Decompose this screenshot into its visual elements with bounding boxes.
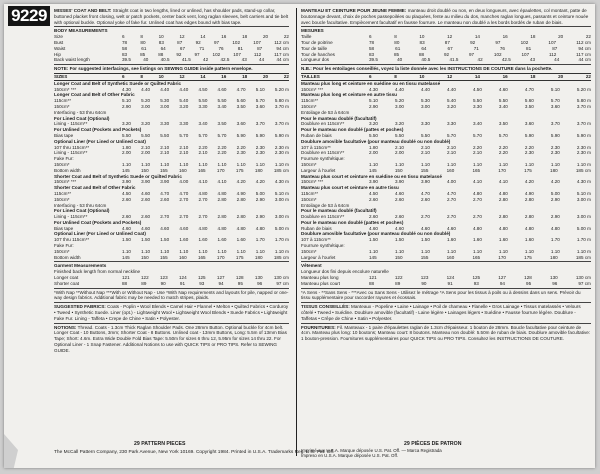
- garment-measurements-sub: Finished back length from normal neckline: [54, 269, 141, 275]
- pattern-envelope-back: [4, 4, 595, 468]
- mesure-row: Taille 6 8 10 12 14 16 18 20 22: [301, 34, 591, 40]
- yardage-row: Fake Fur:: [54, 156, 74, 162]
- yardage-row: 150cm* 1.10 1.10 1.10 1.10 1.10 1.10 1.10 1.10 1.10 m: [54, 161, 289, 167]
- copyright-footer: The McCall Pattern Company, 230 Park Avenue, New York 10169. Copyright 1984. Printed in U.S.A. Trademarks Reg. U.S. Pat. Off.: [54, 450, 335, 455]
- yardage-section-title: Pour le manteau doublé (facultatif): [301, 115, 377, 121]
- garment-row: Shorter coat 88 89 90 91 93 94 95 96 97 cm: [54, 280, 289, 286]
- notions: NOTIONS: Thread. Coats - 1.3cm Thick Raglan Shoulder Pads. One 28mm Button. Optional buckle for 4cm belt. Longer Coat - 10 Buttons, 3mm; Shorter Coat - 8 Buttons. Unlined coat - 13mm Buttons, Long: 5.5m of 13mm Bias Tape; Short: 4.6m. Extra Wide Double Fold Bias Tape: 5.50m for sizes 6 thru 12, 5.95m for sizes 14 thru 22. For Optional Liner - 1 Snap Fastener. Additional Notions to use with QUICK TIPS or PRO TIPS. Refer to SEWING GUIDE.: [54, 324, 287, 353]
- tailles-header-row: TAILLES 6 8 10 12 14 16 18 20 22: [301, 73, 591, 79]
- mesure-row: Longueur dos 39.5 40 40.5 41.5 42 42.5 43 44 44 cm: [301, 57, 591, 63]
- yardage-section-title: Doublure amovible facultative (pour manteau doublé ou non doublé): [301, 138, 451, 144]
- yardage-row: Bottom width 145 150 155 160 165 170 175 180 185 cm: [54, 167, 289, 173]
- yardage-row: 150cm* 2.60 2.60 2.60 2.70 2.70 2.80 2.80 2.90 3.00 m: [54, 196, 289, 202]
- english-title: MISSES' COAT AND BELT:: [54, 8, 112, 13]
- metrage-row: Ruban de biais 4.60 4.60 4.60 4.60 4.80 4.80 4.80 4.80 5.00 m: [301, 225, 591, 231]
- yardage-section-title: Optional Liner (For Lined or Unlined Coat): [54, 231, 146, 237]
- garment-row: Longer coat 121 122 123 124 125 127 128 130 130 cm: [54, 275, 289, 281]
- yardage-row: 150cm* *** 3.90 3.90 3.90 4.00 4.10 4.10 4.20 4.20 4.30 m: [54, 179, 289, 185]
- yardage-row: Lining - 115cm** 2.00 2.00 2.10 2.10 2.10 2.20 2.30 2.30 2.30 m: [54, 150, 289, 156]
- yardage-row: 150cm* *** 4.30 4.40 4.40 4.40 4.50 4.60 4.70 5.10 5.20 m: [54, 86, 289, 92]
- metrage-row: Fourrure synthétique:: [301, 243, 345, 249]
- mesure-row: Tour de poitrine 78 80 83 87 92 97 102 107 112 cm: [301, 39, 591, 45]
- yardage-section-title: For Unlined Coat (Pockets and Pockets): [54, 219, 142, 225]
- sizes-header-row: SIZES 6 8 10 12 14 16 18 20 22: [54, 73, 289, 79]
- french-description: MANTEAU ET CEINTURE POUR JEUNE FEMME: manteau droit doublé ou non, en deux longueurs, avec épaulettes, col montant, patte de boutonnage devant, choix de poches passepoilées ou plaquées, fente au milieu du dos, manches raglan longues, passants et ceinture nouée avec boucle facultative. Empiècement facultatif en fausse fourrure. Le manteau non doublé a les bords bordés de ruban de biais.: [301, 8, 589, 25]
- english-description: MISSES' COAT AND BELT: Straight coat in two lengths, lined or unlined, has shoulder pads, stand-up collar, buttoned placket front closing, welt or patch pockets, center back vent, long raglan sleeves, belt carriers and tie belt with optional buckle. Optional yoke of fake fur. Unlined coat has edges bound with bias tape.: [54, 8, 289, 25]
- vetement-table: [301, 275, 591, 287]
- yardage-section-title: Pour le manteau non doublé (pattes et poches): [301, 219, 404, 225]
- yardage-table: [54, 81, 289, 261]
- metrage-row: 150cm* *** 4.30 4.40 4.40 4.40 4.50 4.60 4.70 5.10 5.20 m: [301, 86, 591, 92]
- measurement-row: Hip 83 85 88 92 97 102 107 112 117 cm: [54, 51, 289, 57]
- mesure-row: Tour de hanches 83 85 88 92 97 102 107 112 117 cm: [301, 51, 591, 57]
- pattern-number: 9229: [8, 6, 50, 26]
- metrage-row: Doublure en 115cm** 3.20 3.20 3.30 3.30 3.40 3.50 3.60 3.70 3.70 m: [301, 121, 591, 127]
- sens-note: *A Sens - **Sans Sens - ***Avec ou Sans Sens - Utilisez le métrage *A Sens pour les tissus à poils ou à dessins dans un sens. Prévoir du tissu supplémentaire pour raccorder rayures et écossais.: [301, 289, 581, 301]
- metrage-row: 115cm** 5.10 5.20 5.30 5.40 5.50 5.50 5.60 5.70 5.80 m: [301, 98, 591, 104]
- yardage-section-title: For Lined Coat (Optional): [54, 208, 110, 214]
- english-column: [54, 8, 289, 354]
- yardage-row: Lining - 115cm** 2.60 2.60 2.70 2.70 2.70 2.80 2.80 2.90 3.00 m: [54, 214, 289, 220]
- yardage-section-title: Pour le manteau doublé (facultatif): [301, 208, 377, 214]
- yardage-row: 150cm* 1.10 1.10 1.10 1.10 1.10 1.10 1.10 1.10 1.10 m: [54, 248, 289, 254]
- pieces-de-patron-count: 29 PIÈCES DE PATRON: [404, 441, 462, 447]
- yardage-section-title: Manteau plus long et ceinture en suédine ou en tissu matelassé: [301, 80, 441, 86]
- measurement-row: Waist 58 61 64 67 71 76 81 87 94 cm: [54, 45, 289, 51]
- yardage-row: 150cm* 2.90 3.00 3.00 3.20 3.30 3.40 3.50 3.60 3.70 m: [54, 103, 289, 109]
- yardage-section-title: Manteau plus court et ceinture en suédine ou en tissu matelassé: [301, 173, 442, 179]
- yardage-section-title: Doublure amovible facultative (pour manteau doublé ou non doublé): [301, 231, 451, 237]
- yardage-section-title: For Lined Coat (Optional): [54, 115, 110, 121]
- metrage-row: 150cm* 1.10 1.10 1.10 1.10 1.10 1.10 1.10 1.10 1.10 m: [301, 248, 591, 254]
- metrage-row: Largeur à l'ourlet 145 150 155 160 165 170 175 180 185 cm: [301, 254, 591, 260]
- french-column: [301, 8, 591, 342]
- yardage-section-title: Pour le manteau non doublé (pattes et poches): [301, 127, 404, 133]
- metrage-row: Entoilage de 53 à 64cm: [301, 109, 350, 115]
- metrage-row: 150cm* 1.10 1.10 1.10 1.10 1.10 1.10 1.10 1.10 1.10 m: [301, 161, 591, 167]
- metrage-row: Ruban de biais 5.50 5.50 5.50 5.70 5.70 5.70 5.90 5.90 5.90 m: [301, 132, 591, 138]
- metrage-row: 150cm* 2.60 2.60 2.60 2.70 2.70 2.80 2.80 2.90 3.00 m: [301, 196, 591, 202]
- yardage-row: Bias tape 4.60 4.60 4.60 4.60 4.80 4.80 4.80 4.80 5.00 m: [54, 225, 289, 231]
- body-measurements-table: [54, 34, 289, 63]
- yardage-section-title: Optional Liner (For Lined or Unlined Coat): [54, 138, 146, 144]
- yardage-section-title: Shorter Coat and Belt of Synthetic Suede or Quilted Fabric: [54, 173, 182, 179]
- mesures-table: [301, 34, 591, 63]
- measurement-row: Size 6 8 10 12 14 16 18 20 22: [54, 34, 289, 40]
- torn-corner: [4, 434, 18, 468]
- metrage-row: Entoilage de 53 à 64cm: [301, 202, 350, 208]
- yardage-row: Lining - 115cm** 3.20 3.20 3.30 3.30 3.40 3.50 3.60 3.70 3.70 m: [54, 121, 289, 127]
- tissus-conseilles: TISSUS CONSEILLÉS: Manteaux - Popeline • Laine • Lainage • Poil de chameau • Flanelle • Gros Lainage • Tissus matelassés • Velours côtelé • Tweed • Suédine. Doublure amovible (facultatif) - Laine légère • Lainages légers • Suédine • Fausse fourrure légère. Doublure - Taffetas • Crêpe de Chine • Satin • Polyester.: [301, 304, 581, 321]
- interfacing-note: NOTE: For suggested interfacings, see listings on SEWING GUIDE inside pattern envelope.: [54, 66, 253, 72]
- column-divider: [296, 8, 297, 456]
- yardage-section-title: Longer Coat and Belt of Other Fabric: [54, 92, 135, 98]
- metrage-row: 107 à 115cm** 1.80 2.10 2.10 2.10 2.20 2.20 2.20 2.30 2.30 m: [301, 144, 591, 150]
- yardage-row: 107 thru 115cm** 1.50 1.50 1.50 1.60 1.60 1.60 1.60 1.70 1.70 m: [54, 237, 289, 243]
- yardage-section-title: Manteau plus court et ceinture en autre tissu: [301, 185, 399, 191]
- vetement-header: Vêtement: [301, 263, 322, 269]
- body-measurements-header: BODY MEASUREMENTS: [54, 28, 108, 34]
- fournitures: FOURNITURES: Fil. Manteaux - 1 paire d'épaulettes raglan de 1.3cm d'épaisseur. 1 bouton de 28mm. Boucle facultative pour ceinture de 4cm. Manteau plus long: 10 boutons; Manteau court: 8 boutons. Manteau non doublé: 5.50m de ruban de biais. Doublure amovible facultative: 1 bouton-pression. Fournitures supplémentaires pour QUICK TIPS ou PRO TIPS. Consultez les INSTRUCTIONS DE COUTURE.: [301, 324, 591, 342]
- metrage-row: Fourrure synthétique:: [301, 156, 345, 162]
- yardage-section-title: Shorter Coat and Belt of Other Fabric: [54, 185, 136, 191]
- vetement-row: Manteau plus court 88 89 90 91 93 94 95 96 97 cm: [301, 280, 591, 286]
- suggested-fabrics: SUGGESTED FABRICS: Coats - Poplin • Wool Blends • Camel Hair • Flannel • Melton • Quilted Fabrics • Corduroy • Tweed • Synthetic Suede. Liner (opt.) - Lightweight Wool • Lightweight Wool Blends • Suede Fabrics • Lightweight Fake Fur. Lining - Taffeta • Crepe de Chine • Satin • Polyester.: [54, 304, 289, 321]
- yardage-row: Interfacing - 53 thru 64cm: [54, 202, 107, 208]
- vetement-sub: Longueur dos fini depuis encolure naturelle: [301, 269, 389, 275]
- yardage-row: Bias tape 5.50 5.50 5.50 5.70 5.70 5.70 5.90 5.90 5.90 m: [54, 132, 289, 138]
- entoilage-note: N.B.: Pour les entoilages conseillés, voyez la liste donnée avec les INSTRUCTIONS DE COUTURE dans la pochette.: [301, 66, 553, 72]
- nap-note: *With Nap **Without Nap ***With or Without Nap - Use *With Nap requirements and layouts for pile, napped or one-way design fabrics. Additional fabric may be needed to match stripes, plaids.: [54, 289, 289, 301]
- garment-measurements-header: Garment Measurements: [54, 263, 107, 269]
- measurement-row: Back waist length 39.5 40 40.5 41.5 42 42.5 43 44 44 cm: [54, 57, 289, 63]
- yardage-section-title: Manteau plus long et ceinture en autre tissu: [301, 92, 397, 98]
- metrage-row: 150cm* 2.90 3.00 3.00 3.20 3.30 3.40 3.50 3.60 3.70 m: [301, 103, 591, 109]
- metrage-table: [301, 81, 591, 261]
- yardage-section-title: For Unlined Coat (Pockets and Pockets): [54, 127, 142, 133]
- garment-table: [54, 275, 289, 287]
- metrage-row: 150cm* *** 3.90 3.90 3.90 4.00 4.10 4.10 4.20 4.20 4.30 m: [301, 179, 591, 185]
- yardage-row: Fake Fur:: [54, 243, 74, 249]
- yardage-row: 115cm** 4.50 4.60 4.70 4.70 4.80 4.80 4.90 5.00 5.10 m: [54, 190, 289, 196]
- french-footer: Imprimé aux U.S.A. Marque déposée U.S. Pat. Off. — Marca Registrada Impreso en U.S.A. Marque déposée U.S. Pat. Off.: [301, 448, 442, 459]
- measurement-row: Bust 78 80 83 87 92 97 102 107 112 cm: [54, 39, 289, 45]
- metrage-row: Largeur à l'ourlet 145 150 155 160 165 170 175 180 185 cm: [301, 167, 591, 173]
- metrage-row: 107 à 115cm** 1.50 1.50 1.50 1.60 1.60 1.60 1.60 1.70 1.70 m: [301, 237, 591, 243]
- metrage-row: Doublure en 115cm** 2.60 2.60 2.70 2.70 2.70 2.80 2.80 2.90 3.00 m: [301, 214, 591, 220]
- yardage-section-title: Longer Coat and Belt of Synthetic Suede or Quilted Fabric: [54, 80, 182, 86]
- yardage-row: Bottom width 145 150 155 160 165 170 175 180 185 cm: [54, 254, 289, 260]
- metrage-row: 115cm** 4.50 4.60 4.70 4.70 4.80 4.80 4.90 5.00 5.10 m: [301, 190, 591, 196]
- vetement-row: Manteau plus long 121 122 123 124 125 127 128 130 130 cm: [301, 275, 591, 281]
- mesure-row: Tour de taille 58 61 64 67 71 76 81 87 94 cm: [301, 45, 591, 51]
- pattern-pieces-count: 29 PATTERN PIECES: [134, 441, 186, 447]
- yardage-row: Interfacing - 53 thru 64cm: [54, 109, 107, 115]
- mesures-header: MESURES: [301, 28, 324, 34]
- yardage-row: 115cm** 5.10 5.20 5.30 5.40 5.50 5.50 5.60 5.70 5.80 m: [54, 98, 289, 104]
- french-title: MANTEAU ET CEINTURE POUR JEUNE FEMME:: [301, 8, 407, 13]
- metrage-row: Doublure en 115cm** 2.00 2.00 2.10 2.10 2.10 2.20 2.30 2.30 2.30 m: [301, 150, 591, 156]
- yardage-row: 107 thru 115cm** 1.80 2.10 2.10 2.10 2.20 2.20 2.20 2.30 2.30 m: [54, 144, 289, 150]
